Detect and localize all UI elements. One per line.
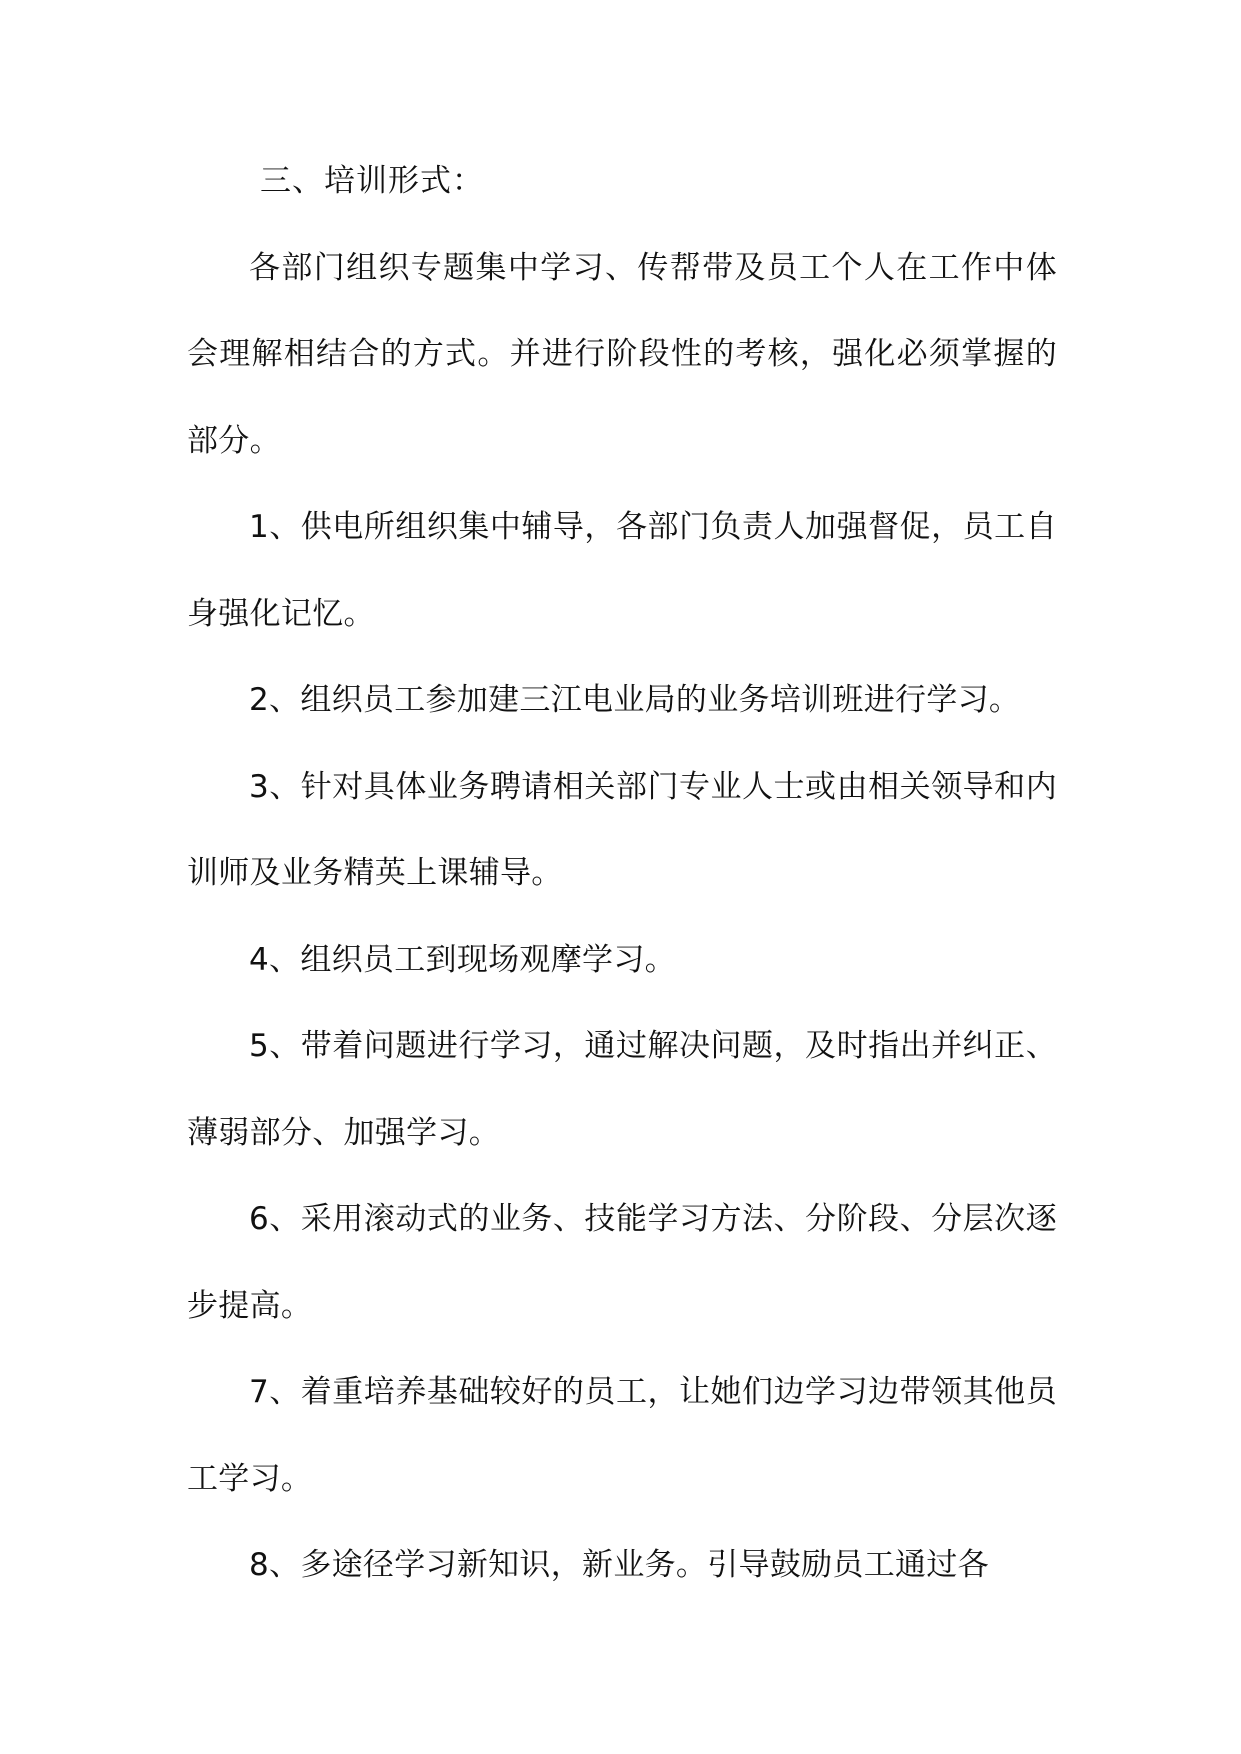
document-body [187,138,1057,1609]
paragraph-item-8: 8、多途径学习新知识，新业务。引导鼓励员工通过各 [249,1547,989,1583]
paragraph-item-3: 3、针对具体业务聘请相关部门专业人士或由相关领导和内训师及业务精英上课辅导。 [187,768,1057,891]
section-heading: 三、培训形式： [260,163,484,199]
paragraph-item-6: 6、采用滚动式的业务、技能学习方法、分阶段、分层次逐步提高。 [187,1201,1057,1324]
paragraph-item-1: 1、供电所组织集中辅导，各部门负责人加强督促，员工自身强化记忆。 [187,509,1057,632]
paragraph-item-7: 7、着重培养基础较好的员工，让她们边学习边带领其他员工学习。 [187,1374,1057,1497]
paragraph-item-4: 4、组织员工到现场观摩学习。 [249,941,676,978]
paragraph-intro: 各部门组织专题集中学习、传帮带及员工个人在工作中体会理解相结合的方式。并进行阶段性的考核，强化必须掌握的部分。 [187,249,1057,459]
paragraph-item-5: 5、带着问题进行学习，通过解决问题，及时指出并纠正、薄弱部分、加强学习。 [187,1028,1057,1151]
paragraph-item-2: 2、组织员工参加建三江电业局的业务培训班进行学习。 [249,682,1021,718]
